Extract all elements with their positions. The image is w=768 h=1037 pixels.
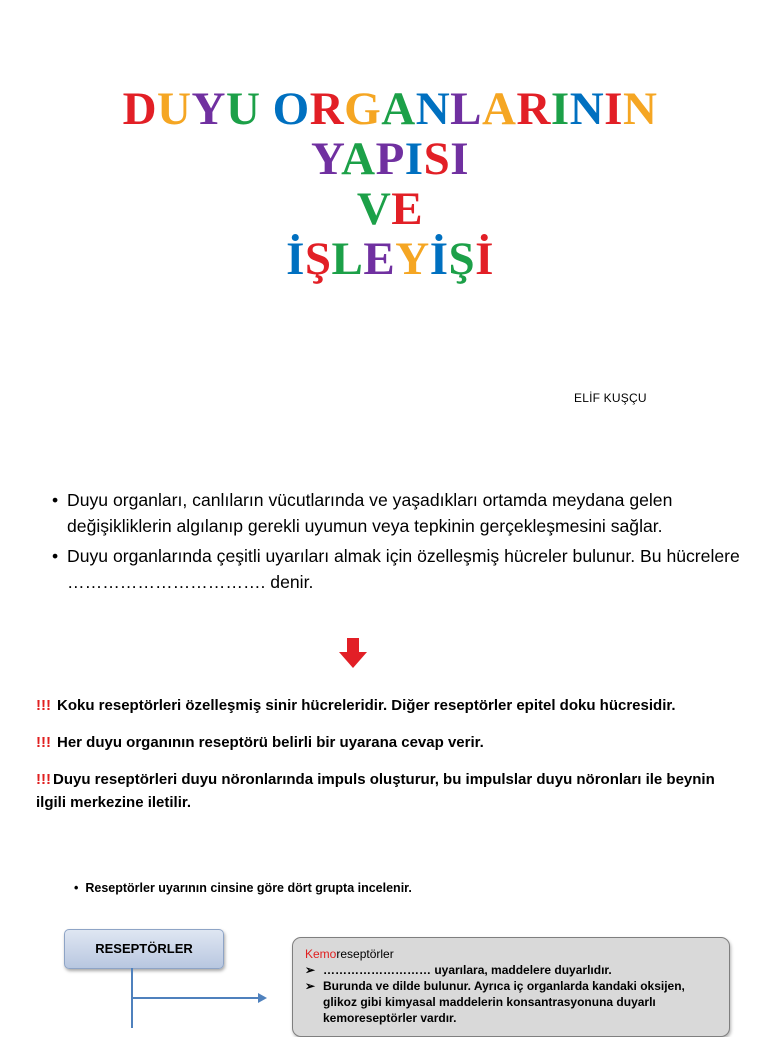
bullet-text: Duyu organları, canlıların vücutlarında ve yaşadıkları ortamda meydana gelen değişikliklerin algılanıp gerekli uyumun veya tepkinin gerçekleşmesini sağlar.	[67, 490, 673, 536]
author-name: ELİF KUŞÇU	[574, 391, 647, 405]
sub-bullet-text: Reseptörler uyarının cinsine göre dört grupta incelenir.	[85, 881, 412, 895]
title-letter: E	[391, 183, 424, 235]
slide-title	[70, 84, 710, 284]
note-text: Duyu reseptörleri duyu nöronlarında impuls oluşturur, bu impulslar duyu nöronları ile beynin ilgili merkezine iletilir.	[36, 771, 715, 811]
title-letter: İ	[475, 233, 494, 285]
bullet-text: Duyu organlarında çeşitli uyarıları almak için özelleşmiş hücreler bulunur. Bu hücrelere ……………………………. denir.	[67, 546, 740, 592]
chevron-icon: ➢	[305, 963, 316, 977]
title-letter: V	[356, 183, 392, 235]
title-letter: Y	[310, 133, 342, 185]
note-text: Koku reseptörleri özelleşmiş sinir hücreleridir. Diğer reseptörler epitel doku hücresidir.	[57, 697, 676, 714]
chemoreceptor-list	[305, 962, 717, 1026]
title-letter: P	[375, 133, 405, 185]
note-2	[36, 731, 756, 754]
title-line	[70, 134, 710, 184]
title-letter: N	[569, 83, 605, 135]
bullet-dot: •	[52, 546, 59, 566]
warning-mark: !!!	[36, 734, 51, 751]
title-letter	[260, 83, 272, 135]
note-1	[36, 694, 756, 717]
title-letter: S	[423, 133, 451, 185]
warning-mark: !!!	[36, 771, 51, 788]
sub-bullet	[74, 881, 412, 895]
title-letter: U	[225, 83, 261, 135]
title-letter: I	[404, 133, 424, 185]
title-letter: R	[309, 83, 345, 135]
warning-mark: !!!	[36, 697, 51, 714]
title-letter: I	[450, 133, 470, 185]
bullet-list	[52, 487, 752, 599]
title-letter: E	[363, 233, 396, 285]
receptors-box: RESEPTÖRLER	[64, 929, 224, 969]
title-letter: L	[450, 83, 482, 135]
title-letter: A	[381, 83, 416, 135]
title-letter: N	[622, 83, 658, 135]
title-letter: Y	[191, 83, 226, 135]
title-letter: N	[415, 83, 451, 135]
title-line	[70, 184, 710, 234]
title-letter: Ş	[448, 233, 476, 285]
list-item	[52, 543, 752, 595]
connector-arrowhead	[258, 993, 267, 1003]
bullet-dot: •	[52, 490, 59, 510]
note-text: Her duyu organının reseptörü belirli bir uyarana cevap verir.	[57, 734, 484, 751]
title-letter: G	[344, 83, 382, 135]
list-item	[305, 978, 717, 1026]
title-letter: Ş	[304, 233, 332, 285]
title-line	[70, 234, 710, 284]
title-line	[70, 84, 710, 134]
list-item	[305, 962, 717, 978]
title-letter: İ	[429, 233, 449, 285]
title-letter: Y	[395, 233, 430, 285]
title-letter: I	[604, 83, 623, 135]
title-prefix: Kemo	[305, 947, 337, 961]
title-letter: R	[516, 83, 551, 135]
title-letter: L	[331, 233, 364, 285]
connector-horizontal	[132, 997, 260, 999]
note-3	[36, 768, 756, 814]
title-letter: O	[272, 83, 310, 135]
title-letter: A	[341, 133, 376, 185]
chevron-icon: ➢	[305, 979, 316, 993]
title-letter: I	[550, 83, 570, 135]
title-letter: D	[122, 83, 158, 135]
down-arrow-icon	[337, 636, 369, 670]
chemoreceptor-title	[305, 946, 717, 962]
item-text: Burunda ve dilde bulunur. Ayrıca iç organlarda kandaki oksijen, glikoz gibi kimyasal maddelerin konsantrasyonuna duyarlı kemoreseptörler vardır.	[323, 979, 685, 1025]
list-item	[52, 487, 752, 539]
title-letter: U	[157, 83, 192, 135]
title-suffix: reseptörler	[336, 947, 394, 961]
title-letter: A	[482, 83, 517, 135]
item-text: ……………………… uyarılara, maddelere duyarlıdır.	[323, 963, 612, 977]
bullet-dot: •	[74, 881, 79, 895]
chemoreceptor-box	[292, 937, 730, 1037]
title-letter: İ	[286, 233, 305, 285]
